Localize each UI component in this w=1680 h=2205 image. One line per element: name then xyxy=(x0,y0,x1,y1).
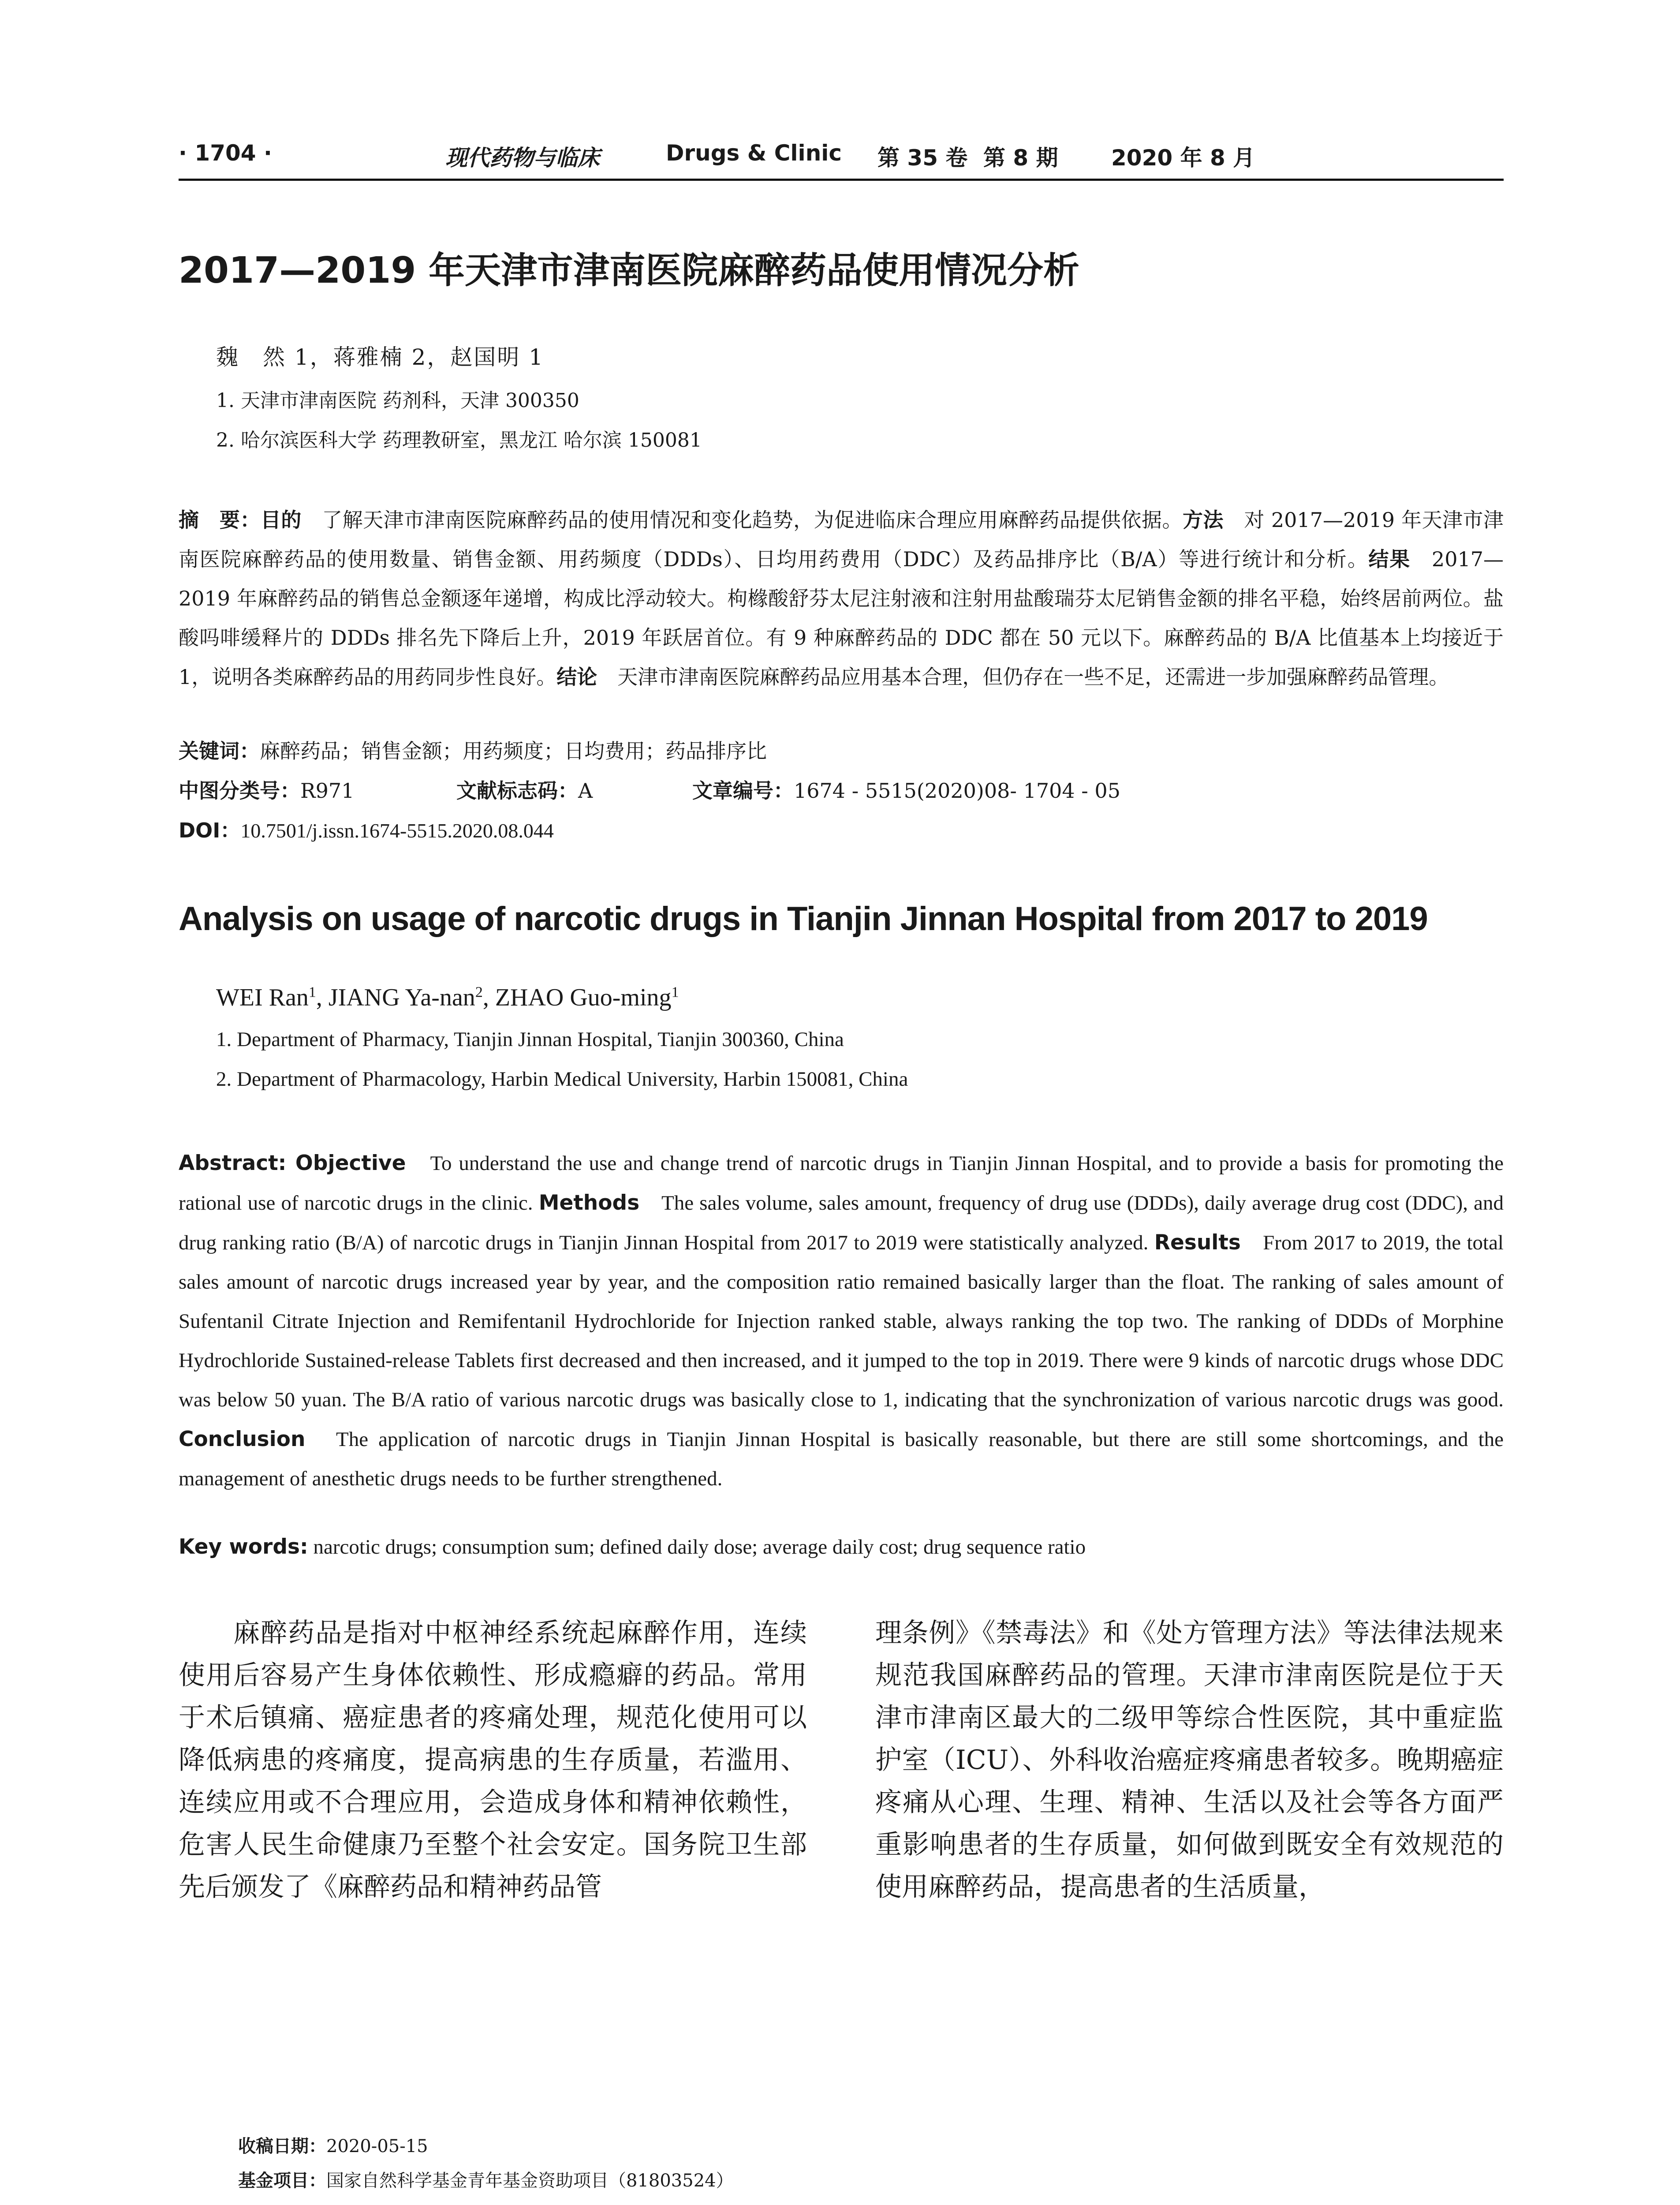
abstract-cn-methods: 对 2017—2019 年天津市津南医院麻醉药品的使用数量、销售金额、用药频度（DDDs）、日均用药费用（DDC）及药品排序比（B/A）等进行统计和分析。 xyxy=(179,508,1504,571)
abstract-cn-methods-label: 方法 xyxy=(1182,508,1224,532)
authors-cn: 魏 然 1，蒋雅楠 2，赵国明 1 xyxy=(216,344,545,370)
doc-code-label: 文献标志码： xyxy=(456,779,578,803)
abstract-en-conclusion-label: Conclusion xyxy=(179,1427,306,1451)
issue-date: 2020 年 8 月 xyxy=(1111,145,1255,171)
abstract-en-results: From 2017 to 2019, the total sales amount of narcotic drugs increased year by year, and the composition ratio remained basically larger than the float. The ranking of sales amount of Sufentanil Citrate Injection and Remifentanil Hydrochloride for Injection ranked stable, always ranking the top two. The ranking of DDDs of Morphine Hydrochloride Sustained-release Tablets first decreased and then increased, and it jumped to the top in 2019. There were 9 kinds of narcotic drugs whose DDC was below 50 yuan. The B/A ratio of various narcotic drugs was basically close to 1, indicating that the synchronization of various narcotic drugs was good. xyxy=(179,1231,1504,1411)
classification-doc xyxy=(456,775,593,804)
abstract-cn-conclusion: 天津市津南医院麻醉药品应用基本合理，但仍存在一些不足，还需进一步加强麻醉药品管理。 xyxy=(597,665,1449,689)
doc-code-value: A xyxy=(578,779,593,803)
body-column-left: 麻醉药品是指对中枢神经系统起麻醉作用，连续使用后容易产生身体依赖性、形成瘾癖的药品。常用于术后镇痛、癌症患者的疼痛处理，规范化使用可以降低病患的疼痛度，提高病患的生存质量，若滥用、连续应用或不合理应用，会造成身体和精神依赖性，危害人民生命健康乃至整个社会安定。国务院卫生部先后颁发了《麻醉药品和精神药品管 xyxy=(179,1618,807,1902)
abstract-cn-label: 摘 要： xyxy=(179,508,261,532)
keywords-cn-text: 麻醉药品；销售金额；用药频度；日均费用；药品排序比 xyxy=(260,739,767,763)
author-en-3-sup: 1 xyxy=(671,984,679,1001)
clc-value: R971 xyxy=(300,779,355,803)
article-number-label: 文章编号： xyxy=(692,779,794,803)
abstract-en xyxy=(179,1144,1504,1499)
issue: 第 8 期 xyxy=(983,145,1058,171)
keywords-cn-label: 关键词： xyxy=(179,739,260,763)
keywords-cn xyxy=(179,735,767,764)
author-en-1-sup: 1 xyxy=(308,984,316,1001)
abstract-en-methods: The sales volume, sales amount, frequency of drug use (DDDs), daily average drug cost (DDC), and drug ranking ratio (B/A) of narcotic drugs in Tianjin Jinnan Hospital from 2017 to 2019 were statistically analyzed. xyxy=(179,1192,1504,1254)
abstract-cn-objective-label: 目的 xyxy=(260,508,302,532)
keywords-en-text: narcotic drugs; consumption sum; defined daily dose; average daily cost; drug sequence ratio xyxy=(308,1536,1086,1558)
affiliation-cn-2: 2. 哈尔滨医科大学 药理教研室，黑龙江 哈尔滨 150081 xyxy=(216,429,702,452)
footnote-received-text: 2020-05-15 xyxy=(326,2136,428,2156)
affiliation-cn-1: 1. 天津市津南医院 药剂科，天津 300350 xyxy=(216,389,579,412)
doi-link[interactable]: 10.7501/j.issn.1674-5515.2020.08.044 xyxy=(240,819,554,842)
author-en-1: WEI Ran xyxy=(216,984,309,1011)
keywords-en xyxy=(179,1535,1086,1559)
author-en-2-sup: 2 xyxy=(475,984,483,1001)
author-en-3: , ZHAO Guo-ming xyxy=(482,984,672,1011)
volume: 第 35 卷 xyxy=(877,145,968,171)
page-number: · 1704 · xyxy=(179,140,272,166)
abstract-en-results-label: Results xyxy=(1154,1230,1241,1255)
author-en-2: , JIANG Ya-nan xyxy=(316,984,475,1011)
article-number-value: 1674 - 5515(2020)08- 1704 - 05 xyxy=(794,779,1120,803)
footnote-received xyxy=(238,2132,428,2157)
footnote-received-label: 收稿日期： xyxy=(238,2136,326,2156)
clc-label: 中图分类号： xyxy=(179,779,300,803)
footnote-fund-label: 基金项目： xyxy=(238,2171,326,2191)
abstract-cn-objective: 了解天津市津南医院麻醉药品的使用情况和变化趋势，为促进临床合理应用麻醉药品提供依据。 xyxy=(301,508,1183,532)
journal-name-cn: 现代药物与临床 xyxy=(445,145,600,171)
classification-article xyxy=(692,775,1120,804)
journal-name-en: Drugs & Clinic xyxy=(666,140,842,166)
classification-clc xyxy=(179,775,354,804)
abstract-cn-results-label: 结果 xyxy=(1368,547,1411,571)
abstract-cn-results: 2017—2019 年麻醉药品的销售总金额逐年递增，构成比浮动较大。枸橼酸舒芬太尼注射液和注射用盐酸瑞芬太尼销售金额的排名平稳，始终居前两位。盐酸吗啡缓释片的 DDDs 排名先下降后上升，2019 年跃居首位。有 9 种麻醉药品的 DDC 都在 50 元以下。麻醉药品的 B/A 比值基本上均接近于 1，说明各类麻醉药品的用药同步性良好。 xyxy=(179,547,1504,689)
footnote-author xyxy=(238,2201,1342,2205)
authors-en xyxy=(216,983,679,1012)
affiliation-en-1: 1. Department of Pharmacy, Tianjin Jinnan Hospital, Tianjin 300360, China xyxy=(216,1028,844,1051)
abstract-en-methods-label: Methods xyxy=(538,1191,640,1215)
title-cn: 2017—2019 年天津市津南医院麻醉药品使用情况分析 xyxy=(179,250,1079,292)
header-rule xyxy=(179,179,1504,181)
affiliation-en-2: 2. Department of Pharmacology, Harbin Medical University, Harbin 150081, China xyxy=(216,1068,908,1091)
doi-label: DOI： xyxy=(179,818,241,842)
abstract-cn-conclusion-label: 结论 xyxy=(556,665,597,689)
body-column-right: 理条例》《禁毒法》和《处方管理方法》等法律法规来规范我国麻醉药品的管理。天津市津南医院是位于天津市津南区最大的二级甲等综合性医院，其中重症监护室（ICU）、外科收治癌症疼痛患者较多。晚期癌症疼痛从心理、生理、精神、生活以及社会等各方面严重影响患者的生存质量，如何做到既安全有效规范的使用麻醉药品，提高患者的生活质量， xyxy=(875,1618,1504,1902)
title-en: Analysis on usage of narcotic drugs in Tianjin Jinnan Hospital from 2017 to 2019 xyxy=(179,900,1428,938)
footnote-fund xyxy=(238,2167,734,2192)
footnote-fund-text: 国家自然科学基金青年基金资助项目（81803524） xyxy=(326,2171,734,2191)
abstract-en-conclusion: The application of narcotic drugs in Tianjin Jinnan Hospital is basically reasonable, but there are still some shortcomings, and the management of anesthetic drugs needs to be further strengthened. xyxy=(179,1428,1504,1490)
abstract-en-objective: To understand the use and change trend of narcotic drugs in Tianjin Jinnan Hospital, and to provide a basis for promoting the rational use of narcotic drugs in the clinic. xyxy=(179,1152,1504,1215)
abstract-en-label: Abstract: Objective xyxy=(179,1151,406,1175)
keywords-en-label: Key words: xyxy=(179,1535,308,1559)
abstract-cn xyxy=(179,501,1504,697)
doi xyxy=(179,815,554,844)
